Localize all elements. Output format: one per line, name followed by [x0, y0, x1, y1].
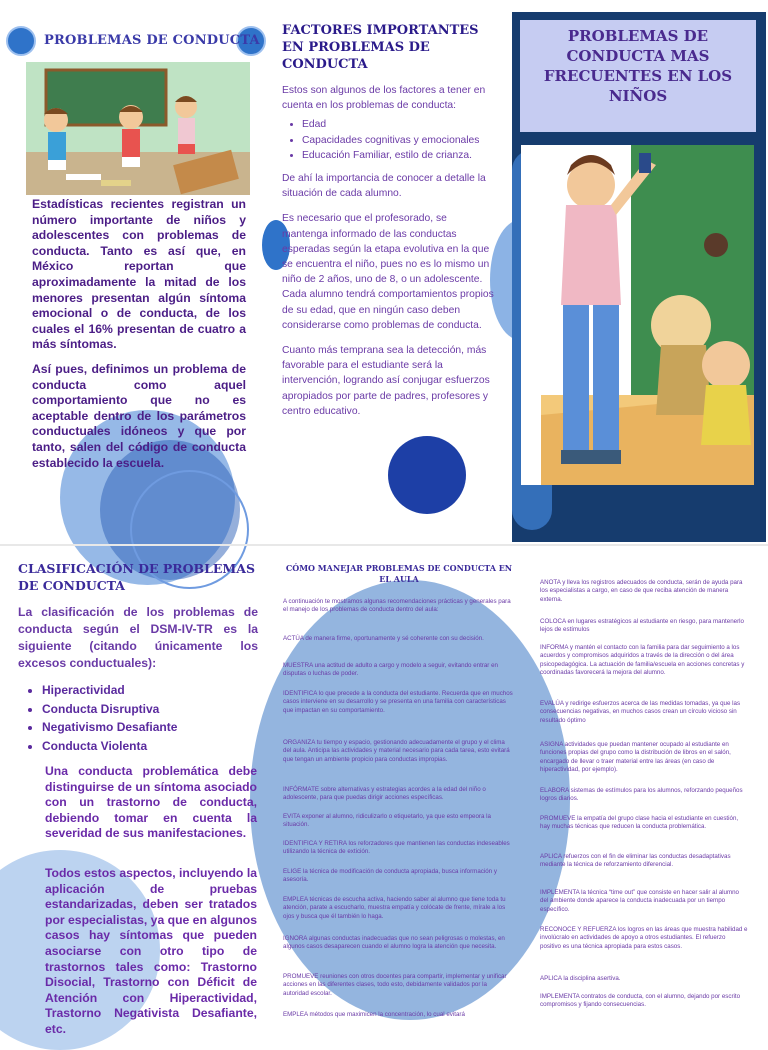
- panel2: [282, 22, 494, 429]
- handling-item: ACTÚA de manera firme, oportunamente y sé coherente con su decisión.: [283, 635, 484, 642]
- handling-item: PROMUEVE la empatía del grupo clase hacia el estudiante en cuestión, hay muchas técnicas que reducen la conducta problemática.: [540, 815, 739, 831]
- list-item: • Educación Familiar, estilo de crianza.: [302, 148, 494, 163]
- handling-title: CÓMO MANEJAR PROBLEMAS DE CONDUCTA EN EL AULA: [285, 563, 513, 584]
- panel1-title: PROBLEMAS DE CONDUCTA: [44, 33, 260, 48]
- handling-item: EVALÚA y redirige esfuerzos acerca de las medidas tomadas, ya que las consecuencias negativas, en muchos casos crean un círculo vicioso sin resultado óptimo: [540, 700, 741, 724]
- handling-item: A continuación te mostramos algunas recomendaciones prácticas y generales para el manejo de los problemas de conducta dentro del aula:: [283, 598, 511, 614]
- handling-item: APLICA refuerzos con el fin de eliminar las conductas desadaptativas mediante la técnica de reforzamiento diferencial.: [540, 853, 731, 869]
- panel2-paragraph: Cuanto más temprana sea la detección, más favorable para el estudiante será la intervención, logrando así conjugar esfuerzos apropiados por parte de padres, profesores y centro educativo.: [282, 345, 490, 417]
- handling-item: COLOCA en lugares estratégicos al estudiante en riesgo, para mantenerlo lejos de estímulos: [540, 618, 744, 634]
- cover-title: PROBLEMAS DE CONDUCTA MAS FRECUENTES EN LOS NIÑOS: [543, 27, 733, 105]
- handling-item: EMPLEA métodos que maximicen la concentración, lo cual evitará: [283, 1011, 465, 1018]
- handling-item: ELABORA sistemas de estímulos para los alumnos, reforzando pequeños logros diarios.: [540, 787, 743, 803]
- classification-title: CLASIFICACIÓN DE PROBLEMAS DE CONDUCTA: [18, 561, 255, 593]
- handling-item: EVITA exponer al alumno, ridiculizarlo o etiquetarlo, ya que esto empeora la situación.: [283, 813, 491, 829]
- handling-item: IDENTIFICA lo que precede a la conducta del estudiante. Recuerda que en muchos casos interviene en su desarrollo y se presenta en una familia con características que impactan en su comportamiento.: [283, 690, 513, 714]
- list-item: • Negativismo Desafiante: [42, 718, 177, 737]
- handling-item: RECONOCE Y REFUERZA los logros en las áreas que muestra habilidad e involúcralo en actividades de apoyo a otros estudiantes. El refuerzo positivo es una técnica apropiada para estos casos.: [540, 926, 748, 950]
- handling-item: INFÓRMATE sobre alternativas y estrategias acordes a la edad del niño o adolescente, para que puedas dirigir acciones específicas.: [283, 786, 486, 802]
- list-item: • Conducta Disruptiva: [42, 700, 177, 719]
- handling-item: IMPLEMENTA la técnica “time out” que consiste en hacer salir al alumno del ambiente donde aparece la conducta inadecuada por un tiempo específico.: [540, 889, 740, 913]
- panel2-intro: Estos son algunos de los factores a tener en cuenta en los problemas de conducta:: [282, 85, 486, 112]
- classification-list: [28, 681, 177, 755]
- panel1-body: [32, 197, 246, 480]
- handling-item: IDENTIFICA Y RETIRA los reforzadores que mantienen las conductas indeseables utilizando la técnica de extición.: [283, 840, 510, 856]
- list-item: • Hiperactividad: [42, 681, 177, 700]
- handling-item: ASIGNA actividades que puedan mantener ocupado al estudiante en funciones propias del grupo como la distribución de libros en el salón, encargado de llevar o traer material entre las áreas (en caso de hiperactividad, por ejemplo).: [540, 741, 731, 774]
- angry-boy-illustration: [521, 145, 754, 485]
- list-item: • Conducta Violenta: [42, 737, 177, 756]
- handling-item: EMPLEA técnicas de escucha activa, haciendo saber al alumno que tiene toda tu atención, parate a escucharlo, muestra empatía y colócate de frente, mírale a los ojos y busca que él también lo haga.: [283, 896, 506, 920]
- handling-item: INFORMA y mantén el contacto con la familia para dar seguimiento a los acuerdos y compromisos adquiridos a través de la dirección o del área psicopedagógica. La actuación de familia/escuela en acciones concretas y coordinadas favorecerá la mejora del alumno.: [540, 644, 745, 677]
- handling-item: APLICA la disciplina asertiva.: [540, 975, 621, 982]
- classification-intro: La clasificación de los problemas de conducta según el DSM-IV-TR es la siguiente (citando únicamente los excesos conductuales):: [18, 605, 258, 670]
- panel2-title: FACTORES IMPORTANTES EN PROBLEMAS DE CONDUCTA: [282, 23, 479, 72]
- classification-paragraph: Una conducta problemática debe distinguirse de un síntoma asociado con un trastorno de conducta, debiendo tomar en cuenta la severidad de sus manifestaciones.: [45, 764, 257, 841]
- panel1-paragraph: Estadísticas recientes registran un número importante de niños y adolescentes con problemas de conducta. Tanto es así que, en México reportan que aproximadamente la mitad de los menores presentan algún síntoma emocional o de conducta, de los cuales el 16% presentan de cuatro a más síntomas.: [32, 197, 246, 352]
- section-divider: [0, 544, 768, 546]
- classification-paragraph: Todos estos aspectos, incluyendo la aplicación de pruebas estandarizadas, deben ser tratados por especialistas, ya que en algunos casos hay síntomas que pueden asociarse con otro tipo de trastornos tales como: Trastorno Disocial, Trastorno con Déficit de Atención con Hiperactividad, Trastorno Negativista Desafiante, etc.: [45, 866, 258, 1036]
- header-bubble-icon: [6, 26, 36, 56]
- handling-item: IGNORA algunas conductas inadecuadas que no sean peligrosas o molestas, en algunos casos desaparecen cuando el alumno logra la atención que necesita.: [283, 935, 505, 951]
- panel1-paragraph: Así pues, definimos un problema de conducta como aquel comportamiento que no es aceptable dentro de los parámetros conductuales idóneos y que por tanto, salen del código de conducta establecido la escuela.: [32, 361, 246, 470]
- handling-item: ORGANIZA tu tiempo y espacio, gestionando adecuadamente el grupo y el clima del aula. Anticipa las actividades y material necesario para cada tarea, esto evitará que tengan un ambiente propicio para conductas impropias.: [283, 739, 510, 763]
- handling-item: MUESTRA una actitud de adulto a cargo y modelo a seguir, evitando entrar en disputas o luchas de poder.: [283, 662, 498, 678]
- decor-circle: [388, 436, 466, 514]
- panel2-paragraph: Es necesario que el profesorado, se mantenga informado de las conductas esperadas según la etapa evolutiva en la que se encuentra el niño, pues no es lo mismo un niño de 2 años, uno de 8, o un adolescente. Cada alumno tendrá comportamientos propios de su edad, que en ningún caso deben considerarse como problemas de conducta.: [282, 213, 494, 331]
- kids-fighting-illustration: [26, 62, 250, 195]
- cover-title-box: [520, 20, 756, 132]
- panel2-paragraph: De ahí la importancia de conocer a detalle la situación de cada alumno.: [282, 173, 486, 200]
- list-item: • Edad: [302, 117, 494, 132]
- handling-item: IMPLEMENTA contratos de conducta, con el alumno, dejando por escrito compromisos y fijando consecuencias.: [540, 993, 741, 1009]
- handling-item: ANOTA y lleva los registros adecuados de conducta, serán de ayuda para los especialistas a cargo, en caso de que reciba atención de manera externa.: [540, 579, 743, 603]
- factors-list: [302, 117, 494, 163]
- list-item: • Capacidades cognitivas y emocionales: [302, 133, 494, 148]
- handling-item: PROMUEVE reuniones con otros docentes para compartir, implementar y unificar acciones en las diferentes clases, todo esto, debidamente validados por la autoridad escolar.: [283, 973, 507, 997]
- handling-item: ELIGE la técnica de modificación de conducta apropiada, busca información y asesoría.: [283, 868, 497, 884]
